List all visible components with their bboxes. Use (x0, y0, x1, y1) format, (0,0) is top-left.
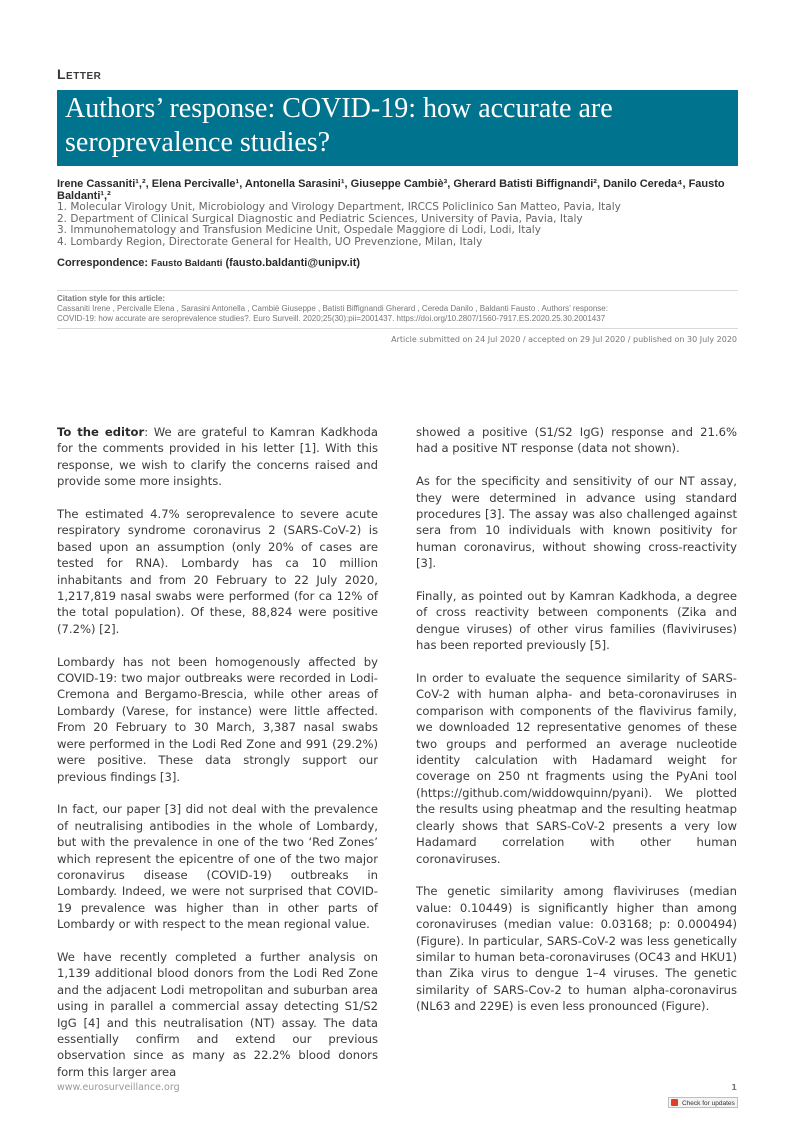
check-for-updates-label: Check for updates (682, 1100, 735, 1107)
paragraph-text: : We are grateful to Kamran Kadkhoda for the comments provided in his letter [1]. With this response, we wish to clarify the concerns raised and provide some more insights. (57, 425, 378, 489)
citation-text (57, 304, 741, 324)
paragraph: The estimated 4.7% seroprevalence to severe acute respiratory syndrome coronavirus 2 (SARS-CoV-2) is based upon an assumption (only 20% of cases are tested for RNA). Lombardy has ca 10 million inhabitants and from 20 February to 22 July 2020, 1,217,819 nasal swabs were performed (for ca 12% of the total population). Of these, 88,824 were positive (7.2%) [2]. (57, 507, 378, 636)
correspondence (57, 257, 741, 269)
paragraph: showed a positive (S1/S2 IgG) response and 21.6% had a positive NT response (data not shown). (416, 425, 737, 456)
affiliation-item: 2. Department of Clinical Surgical Diagnostic and Pediatric Sciences, University of Pavia, Pavia, Italy (57, 212, 583, 225)
paragraph: We have recently completed a further analysis on 1,139 additional blood donors from the Lodi Red Zone and the adjacent Lodi metropolitan and suburban area using in parallel a commercial assay detecting S1/S2 IgG [4] and this neutralisation (NT) assay. The data essentially confirm and extend our previous observation since as many as 22.2% blood donors form this larger area (57, 949, 378, 1079)
author-list: Irene Cassaniti¹,², Elena Percivalle¹, Antonella Sarasini¹, Giuseppe Cambiè³, Gherard Batisti Biffignandi², Danilo Cereda⁴, Fausto Baldanti¹,² (57, 178, 725, 202)
paragraph: In order to evaluate the sequence similarity of SARS-CoV-2 with human alpha- and beta-coronaviruses in comparison with components of the flavivirus family, we downloaded 12 representative genomes of these two groups and performed an average nucleotide identity calculation with Hadamard weight for coverage on 250 nt fragments using the PyAni tool (https://github.com/widdowquinn/pyani). We plotted the results using pheatmap and the resulting heatmap clearly shows that SARS-CoV-2 presents a very low Hadamard correlation with other human coronaviruses. (416, 671, 737, 866)
paragraph-lead: To the editor (57, 425, 145, 439)
affiliation-item: 3. Immunohematology and Transfusion Medicine Unit, Ospedale Maggiore di Lodi, Lodi, Italy (57, 224, 541, 237)
article-title: Authors’ response: COVID-19: how accurate are seroprevalence studies? (65, 93, 613, 158)
citation-line: Cassaniti Irene , Percivalle Elena , Sarasini Antonella , Cambiè Giuseppe , Batisti Biffignandi Gherard , Cereda Danilo , Baldanti Fausto . Authors’ response: (57, 304, 608, 313)
divider (57, 290, 738, 291)
paragraph (57, 424, 378, 490)
paragraph: As for the specificity and sensitivity of our NT assay, they were determined in advance using standard procedures [3]. The assay was also challenged against sera from 10 individuals with known positivity for human coronavirus, without showing cross-reactivity [3]. (416, 474, 737, 571)
affiliation-item: 4. Lombardy Region, Directorate General for Health, UO Prevenzione, Milan, Italy (57, 235, 483, 248)
paragraph: The genetic similarity among flaviviruses (median value: 0.10449) is significantly higher than among coronaviruses (median value: 0.03168; p: 0.000494) (Figure). In particular, SARS-CoV-2 was less genetically similar to human beta-coronaviruses (OC43 and HKU1) than Zika virus to dengue 1–4 viruses. The genetic similarity of SARS-Cov-2 to human alpha-coronavirus (NL63 and 229E) is even less pronounced (Figure). (416, 884, 737, 1014)
body-column-left (57, 424, 378, 1097)
citation-line[interactable]: COVID-19: how accurate are seroprevalence studies?. Euro Surveill. 2020;25(30):pii=2001437. https://doi.org/10.2807/1560-7917.ES.2020.25.30.2001437 (57, 314, 606, 323)
title-banner (57, 90, 738, 166)
body-column-right (416, 424, 737, 1031)
citation-label: Citation style for this article: (57, 294, 166, 303)
affiliation-item: 1. Molecular Virology Unit, Microbiology and Virology Department, IRCCS Policlinico San Matteo, Pavia, Italy (57, 201, 621, 213)
affiliation-list (57, 202, 741, 248)
section-label: Letter (57, 66, 102, 82)
check-for-updates-button[interactable] (668, 1097, 738, 1108)
correspondence-name: Fausto Baldanti (151, 258, 223, 269)
divider (57, 328, 738, 329)
page-number: 1 (731, 1083, 737, 1092)
paragraph: In fact, our paper [3] did not deal with the prevalence of neutralising antibodies in the whole of Lombardy, but with the prevalence in one of the two ‘Red Zones’ which represent the epicentre of one of the two major coronavirus disease (COVID-19) outbreaks in Lombardy. Indeed, we were not surprised that COVID-19 prevalence was higher than in other parts of Lombardy or with respect to the mean regional value. (57, 802, 378, 932)
paragraph: Lombardy has not been homogenously affected by COVID-19: two major outbreaks were recorded in Lodi-Cremona and Bergamo-Brescia, while other areas of Lombardy (Varese, for instance) were little affected. From 20 February to 30 March, 3,387 nasal swabs were performed in the Lodi Red Zone and 991 (29.2%) were positive. These data strongly support our previous findings [3]. (57, 654, 378, 784)
submission-dates: Article submitted on 24 Jul 2020 / accepted on 29 Jul 2020 / published on 30 July 2020 (391, 335, 737, 344)
correspondence-email[interactable]: (fausto.baldanti@unipv.it) (225, 257, 361, 269)
paragraph: Finally, as pointed out by Kamran Kadkhoda, a degree of cross reactivity between components (Zika and dengue viruses) of other virus families (flaviviruses) has been reported previously [5]. (416, 589, 737, 653)
crossmark-icon (671, 1099, 678, 1106)
footer-url[interactable]: www.eurosurveillance.org (57, 1082, 180, 1093)
correspondence-label: Correspondence: (57, 257, 149, 269)
